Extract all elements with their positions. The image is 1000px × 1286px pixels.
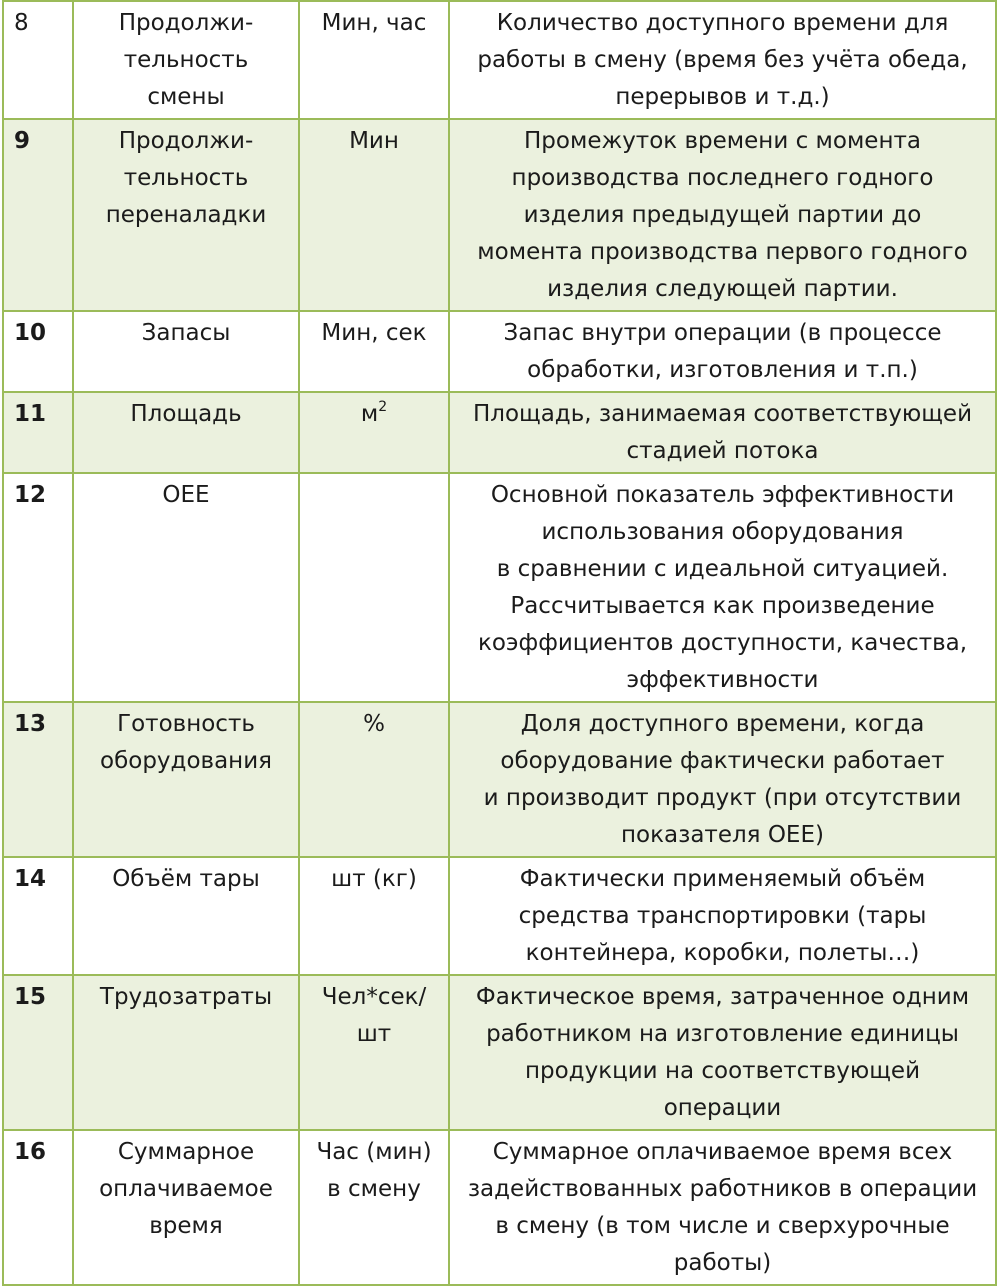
metric-unit xyxy=(299,392,449,473)
row-number: 12 xyxy=(3,473,73,702)
metric-unit: Чел*сек/ шт xyxy=(299,975,449,1130)
metric-description: Фактически применяемый объём средства транспортировки (тары контейнера, коробки, полеты…) xyxy=(449,857,996,975)
unit-base: м xyxy=(360,401,379,427)
row-number: 8 xyxy=(3,1,73,119)
metric-description: Суммарное оплачиваемое время всех задействованных работников в операции в смену (в том числе и сверхурочные работы) xyxy=(449,1130,996,1285)
metrics-table xyxy=(2,0,997,1286)
row-number: 15 xyxy=(3,975,73,1130)
metric-name: Суммарное оплачиваемое время xyxy=(73,1130,299,1285)
metric-unit xyxy=(299,473,449,702)
metric-description: Промежуток времени с момента производства последнего годного изделия предыдущей партии до момента производства первого годного изделия следующей партии. xyxy=(449,119,996,311)
row-number: 9 xyxy=(3,119,73,311)
table-row xyxy=(3,1130,996,1285)
table-row xyxy=(3,392,996,473)
metric-name: Объём тары xyxy=(73,857,299,975)
table-row xyxy=(3,119,996,311)
table-row xyxy=(3,473,996,702)
row-number: 10 xyxy=(3,311,73,392)
row-number: 14 xyxy=(3,857,73,975)
metric-description: Запас внутри операции (в процессе обработки, изготовления и т.п.) xyxy=(449,311,996,392)
metric-unit: % xyxy=(299,702,449,857)
row-number: 11 xyxy=(3,392,73,473)
metric-description: Количество доступного времени для работы в смену (время без учёта обеда, перерывов и т.д.) xyxy=(449,1,996,119)
metric-name: Запасы xyxy=(73,311,299,392)
metric-unit: Мин, сек xyxy=(299,311,449,392)
unit-exponent: 2 xyxy=(378,399,388,415)
metric-name: Продолжи- тельность переналадки xyxy=(73,119,299,311)
table-row xyxy=(3,975,996,1130)
metric-name: Готовность оборудования xyxy=(73,702,299,857)
metric-name: ОЕЕ xyxy=(73,473,299,702)
table-row xyxy=(3,702,996,857)
table-row xyxy=(3,311,996,392)
metric-unit: Мин xyxy=(299,119,449,311)
row-number: 13 xyxy=(3,702,73,857)
table-row xyxy=(3,857,996,975)
table-row xyxy=(3,1,996,119)
row-number: 16 xyxy=(3,1130,73,1285)
metric-description: Доля доступного времени, когда оборудование фактически работает и производит продукт (при отсутствии показателя ОЕЕ) xyxy=(449,702,996,857)
metric-unit: Мин, час xyxy=(299,1,449,119)
metric-name: Трудозатраты xyxy=(73,975,299,1130)
metric-description: Фактическое время, затраченное одним работником на изготовление единицы продукции на соответствующей операции xyxy=(449,975,996,1130)
metric-description: Основной показатель эффективности использования оборудования в сравнении с идеальной ситуацией. Рассчитывается как произведение коэффициентов доступности, качества, эффективности xyxy=(449,473,996,702)
metric-unit: Час (мин) в смену xyxy=(299,1130,449,1285)
metric-name: Продолжи- тельность смены xyxy=(73,1,299,119)
metric-unit: шт (кг) xyxy=(299,857,449,975)
metric-description: Площадь, занимаемая соответствующей стадией потока xyxy=(449,392,996,473)
metric-name: Площадь xyxy=(73,392,299,473)
